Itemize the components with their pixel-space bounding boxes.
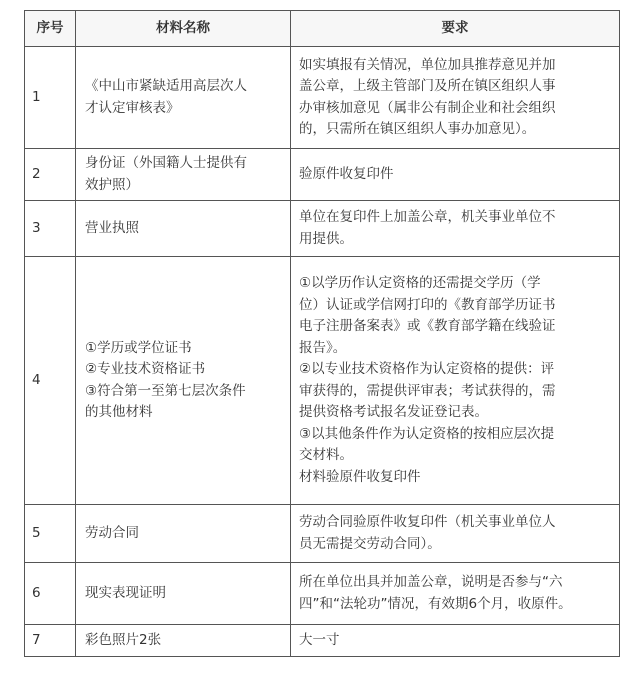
requirement-cell xyxy=(291,625,620,657)
requirement-line: 四”和“法轮功”情况，有效期6个月，收原件。 xyxy=(299,595,572,612)
requirement-cell xyxy=(291,257,620,505)
requirement-line: 的，只需所在镇区组织人事办加意见）。 xyxy=(299,121,536,137)
row-number: 4 xyxy=(25,257,76,505)
table-row xyxy=(25,505,620,563)
material-name-line: ①学历或学位证书 xyxy=(85,339,192,356)
table-row xyxy=(25,201,620,257)
material-name-line: 营业执照 xyxy=(85,219,139,236)
requirement-line: 用提供。 xyxy=(299,230,353,247)
requirement-line: 员无需提交劳动合同）。 xyxy=(299,535,441,552)
requirement-line: 验原件收复印件 xyxy=(299,165,394,182)
material-name-line: ③符合第一至第七层次条件 xyxy=(85,382,246,399)
material-name-line: 彩色照片2张 xyxy=(85,631,162,648)
material-name-cell xyxy=(76,563,291,625)
material-name-cell xyxy=(76,625,291,657)
row-number: 6 xyxy=(25,563,76,625)
material-name-line: 劳动合同 xyxy=(85,524,139,541)
requirement-cell xyxy=(291,201,620,257)
table-row xyxy=(25,625,620,657)
material-name-line: ②专业技术资格证书 xyxy=(85,361,206,377)
material-name-line: 《中山市紧缺适用高层次人 xyxy=(85,78,247,94)
header-material-name: 材料名称 xyxy=(76,11,291,47)
requirement-line: 提供资格考试报名发证登记表。 xyxy=(299,404,488,420)
table-row xyxy=(25,257,620,505)
material-name-line: 效护照） xyxy=(85,176,139,193)
header-requirement: 要求 xyxy=(291,11,620,47)
requirement-line: ③以其他条件作为认定资格的按相应层次提 xyxy=(299,425,555,442)
requirement-line: 材料验原件收复印件 xyxy=(299,468,421,485)
material-name-cell xyxy=(76,505,291,563)
requirement-line: 盖公章，上级主管部门及所在镇区组织人事 xyxy=(299,78,556,94)
requirement-cell xyxy=(291,149,620,201)
row-number: 7 xyxy=(25,625,76,657)
requirement-line: ②以专业技术资格作为认定资格的提供：评 xyxy=(299,361,555,377)
requirement-cell xyxy=(291,47,620,149)
material-name-line: 的其他材料 xyxy=(85,404,153,420)
requirement-line: ①以学历作认定资格的还需提交学历（学 xyxy=(299,275,541,291)
material-name-line: 才认定审核表》 xyxy=(85,99,180,116)
requirement-line: 所在单位出具并加盖公章，说明是否参与“六 xyxy=(299,574,563,590)
requirement-line: 劳动合同验原件收复印件（机关事业单位人 xyxy=(299,514,556,530)
row-number: 2 xyxy=(25,149,76,201)
row-number: 3 xyxy=(25,201,76,257)
requirement-line: 电子注册备案表》或《教育部学籍在线验证 xyxy=(299,318,556,334)
material-name-cell xyxy=(76,201,291,257)
material-name-cell xyxy=(76,47,291,149)
requirement-line: 交材料。 xyxy=(299,447,353,463)
requirement-cell xyxy=(291,563,620,625)
row-number: 1 xyxy=(25,47,76,149)
material-name-cell xyxy=(76,149,291,201)
material-name-line: 身份证（外国籍人士提供有 xyxy=(85,155,247,171)
requirement-line: 位）认证或学信网打印的《教育部学历证书 xyxy=(299,296,556,313)
table-row xyxy=(25,149,620,201)
requirement-line: 审获得的，需提供评审表；考试获得的，需 xyxy=(299,382,556,399)
requirement-cell xyxy=(291,505,620,563)
requirement-line: 报告》。 xyxy=(299,339,347,356)
materials-table xyxy=(24,10,620,657)
material-name-line: 现实表现证明 xyxy=(85,584,166,601)
requirement-line: 办审核加意见（属非公有制企业和社会组织 xyxy=(299,99,556,116)
material-name-cell xyxy=(76,257,291,505)
row-number: 5 xyxy=(25,505,76,563)
table-header-row xyxy=(25,11,620,47)
requirement-line: 如实填报有关情况，单位加具推荐意见并加 xyxy=(299,56,556,73)
requirement-line: 大一寸 xyxy=(299,631,340,648)
requirement-line: 单位在复印件上加盖公章，机关事业单位不 xyxy=(299,209,556,225)
table-row xyxy=(25,47,620,149)
header-no: 序号 xyxy=(25,11,76,47)
table-row xyxy=(25,563,620,625)
